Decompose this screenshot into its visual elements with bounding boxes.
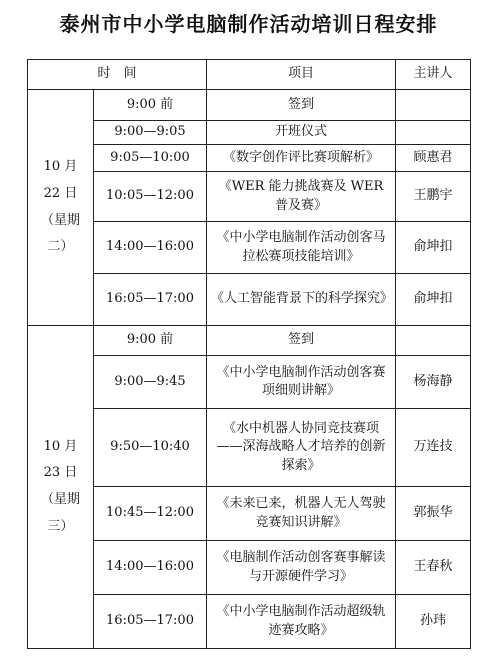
row-item: 《中小学电脑制作活动创客赛项细则讲解》 bbox=[207, 356, 396, 409]
row-item: 签到 bbox=[207, 326, 396, 356]
row-time: 16:05—17:00 bbox=[94, 274, 207, 326]
row-item: 签到 bbox=[207, 90, 396, 121]
table-row bbox=[28, 121, 471, 145]
table-row bbox=[28, 487, 471, 541]
row-item: 《WER 能力挑战赛及 WER 普及赛》 bbox=[207, 172, 396, 222]
row-item: 《电脑制作活动创客赛事解读与开源硬件学习》 bbox=[207, 541, 396, 595]
day-date: 10 月 23 日 （星期 三） bbox=[28, 326, 94, 649]
row-item: 《水中机器人协同竞技赛项——深海战略人才培养的创新探索》 bbox=[207, 409, 396, 487]
row-time: 16:05—17:00 bbox=[94, 595, 207, 649]
row-time: 14:00—16:00 bbox=[94, 541, 207, 595]
schedule-table bbox=[27, 59, 471, 649]
day-date: 10 月 22 日 （星期 二） bbox=[28, 90, 94, 326]
table-row bbox=[28, 409, 471, 487]
row-speaker: 王鹏宇 bbox=[396, 172, 471, 222]
row-speaker: 万连技 bbox=[396, 409, 471, 487]
row-speaker: 俞坤扣 bbox=[396, 222, 471, 274]
header-row bbox=[28, 60, 471, 90]
table-row bbox=[28, 541, 471, 595]
header-item: 项目 bbox=[207, 60, 396, 90]
row-item: 《数字创作评比赛项解析》 bbox=[207, 145, 396, 172]
row-time: 9:00—9:05 bbox=[94, 121, 207, 145]
row-item: 《人工智能背景下的科学探究》 bbox=[207, 274, 396, 326]
row-time: 14:00—16:00 bbox=[94, 222, 207, 274]
row-item: 《中小学电脑制作活动创客马拉松赛项技能培训》 bbox=[207, 222, 396, 274]
table-row bbox=[28, 90, 471, 121]
row-speaker: 孙玮 bbox=[396, 595, 471, 649]
table-row bbox=[28, 274, 471, 326]
row-time: 9:00 前 bbox=[94, 90, 207, 121]
table-row bbox=[28, 595, 471, 649]
row-speaker bbox=[396, 121, 471, 145]
row-speaker: 杨海静 bbox=[396, 356, 471, 409]
row-item: 《未来已来，机器人无人驾驶竞赛知识讲解》 bbox=[207, 487, 396, 541]
header-speaker: 主讲人 bbox=[396, 60, 471, 90]
table-row bbox=[28, 172, 471, 222]
table-row bbox=[28, 356, 471, 409]
row-time: 9:50—10:40 bbox=[94, 409, 207, 487]
header-time: 时 间 bbox=[28, 60, 207, 90]
row-item: 《中小学电脑制作活动超级轨迹赛攻略》 bbox=[207, 595, 396, 649]
row-time: 9:05—10:00 bbox=[94, 145, 207, 172]
table-row bbox=[28, 222, 471, 274]
row-speaker bbox=[396, 326, 471, 356]
row-time: 10:45—12:00 bbox=[94, 487, 207, 541]
page-title: 泰州市中小学电脑制作活动培训日程安排 bbox=[59, 12, 438, 36]
row-speaker bbox=[396, 90, 471, 121]
row-speaker: 顾惠君 bbox=[396, 145, 471, 172]
row-time: 9:00 前 bbox=[94, 326, 207, 356]
row-time: 10:05—12:00 bbox=[94, 172, 207, 222]
table-row bbox=[28, 145, 471, 172]
row-speaker: 郭振华 bbox=[396, 487, 471, 541]
row-speaker: 王春秋 bbox=[396, 541, 471, 595]
row-speaker: 俞坤扣 bbox=[396, 274, 471, 326]
table-row bbox=[28, 326, 471, 356]
row-time: 9:00—9:45 bbox=[94, 356, 207, 409]
row-item: 开班仪式 bbox=[207, 121, 396, 145]
